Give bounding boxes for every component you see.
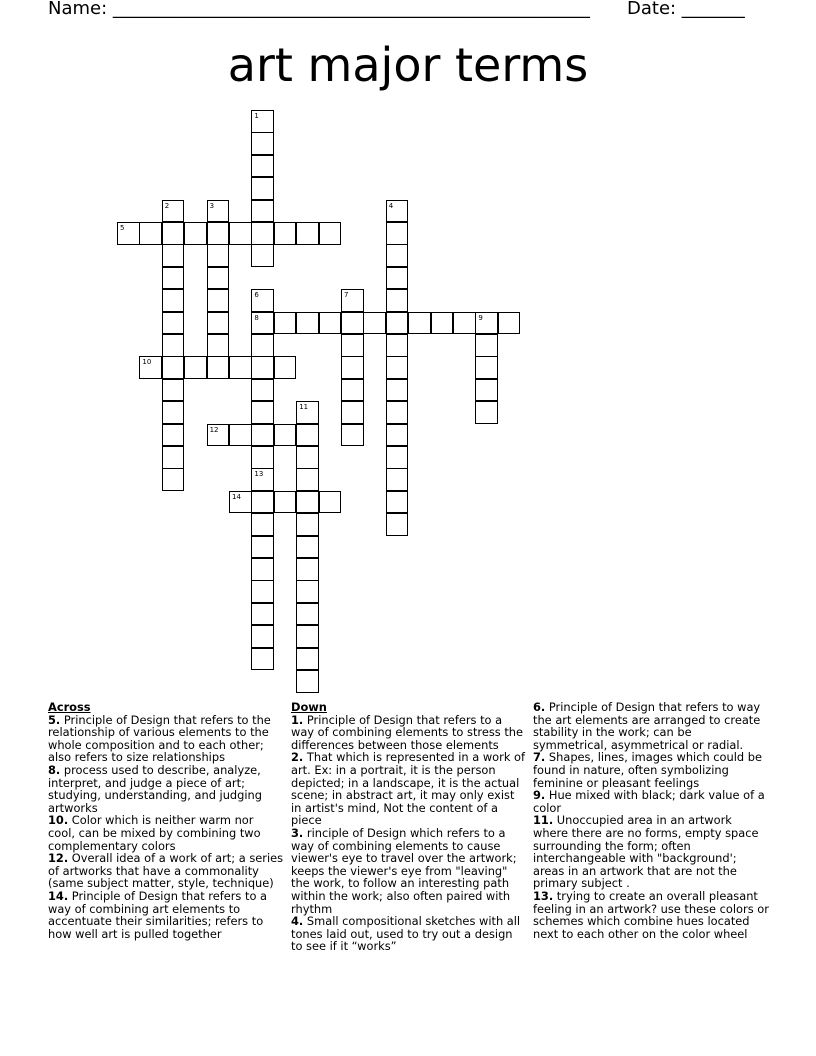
- grid-cell[interactable]: [498, 312, 521, 335]
- grid-cell[interactable]: [229, 491, 252, 514]
- grid-cell[interactable]: [341, 424, 364, 447]
- grid-cell[interactable]: [162, 244, 185, 267]
- grid-cell[interactable]: [162, 312, 185, 335]
- grid-cell[interactable]: [408, 312, 431, 335]
- clue-number-label: 13: [254, 470, 264, 479]
- grid-cell[interactable]: [475, 379, 498, 402]
- grid-cell[interactable]: [296, 312, 319, 335]
- grid-cell[interactable]: [296, 491, 319, 514]
- clue-number-label: 4: [388, 201, 394, 210]
- grid-cell[interactable]: [207, 312, 230, 335]
- grid-cell[interactable]: [162, 267, 185, 290]
- down-clues-continued: [533, 701, 769, 940]
- grid-cell[interactable]: [386, 424, 409, 447]
- grid-cell[interactable]: [296, 468, 319, 491]
- grid-cell[interactable]: [207, 244, 230, 267]
- grid-cell[interactable]: [251, 177, 274, 200]
- clue-item: [48, 890, 284, 940]
- grid-cell[interactable]: [274, 491, 297, 514]
- grid-cell[interactable]: [475, 401, 498, 424]
- grid-cell[interactable]: [117, 222, 140, 245]
- clue-text: rinciple of Design which refers to a way of combining elements to cause viewer's eye to travel over the artwork; keeps the viewer's eye from "leaving" the work, to follow an interesting path within the work; also often paired with rhythm: [291, 825, 517, 916]
- grid-cell[interactable]: [139, 356, 162, 379]
- clue-text: Principle of Design that refers to way the art elements are arranged to create stability in the work; can be symmetrical, asymmetrical or radial.: [533, 700, 761, 752]
- grid-cell[interactable]: [162, 356, 185, 379]
- grid-cell[interactable]: [251, 312, 274, 335]
- grid-cell[interactable]: [251, 289, 274, 312]
- grid-cell[interactable]: [207, 424, 230, 447]
- grid-cell[interactable]: [162, 334, 185, 357]
- grid-cell[interactable]: [341, 379, 364, 402]
- clue-item: [533, 789, 769, 814]
- grid-cell[interactable]: [386, 267, 409, 290]
- grid-cell[interactable]: [386, 200, 409, 223]
- clue-number: 13.: [533, 888, 554, 903]
- grid-cell[interactable]: [386, 468, 409, 491]
- grid-cell[interactable]: [207, 289, 230, 312]
- clue-number: 7.: [533, 750, 546, 765]
- grid-cell[interactable]: [296, 401, 319, 424]
- grid-cell[interactable]: [251, 379, 274, 402]
- clue-item: [533, 890, 769, 940]
- grid-cell[interactable]: [251, 580, 274, 603]
- grid-cell[interactable]: [207, 356, 230, 379]
- grid-cell[interactable]: [162, 222, 185, 245]
- grid-cell[interactable]: [431, 312, 454, 335]
- clue-number-label: 2: [164, 201, 170, 210]
- grid-cell[interactable]: [251, 244, 274, 267]
- clue-text: Unoccupied area in an artwork where there are no forms, empty space surrounding the form; often interchangeable with "background'; areas in an artwork that are not the primary subject .: [533, 813, 759, 891]
- grid-cell[interactable]: [251, 558, 274, 581]
- clue-text: Principle of Design that refers to a way of combining art elements to accentuate their similarities; refers to how well art is pulled together: [48, 888, 268, 941]
- clue-item: [533, 751, 769, 789]
- grid-cell[interactable]: [251, 222, 274, 245]
- clue-text: trying to create an overall pleasant feeling in an artwork? use these colors or schemes which combine hues located next to each other on the color wheel: [533, 888, 769, 941]
- clue-item: [48, 764, 284, 814]
- grid-cell[interactable]: [475, 312, 498, 335]
- clue-item: [291, 751, 527, 827]
- grid-cell[interactable]: [274, 424, 297, 447]
- grid-cell[interactable]: [162, 200, 185, 223]
- grid-cell[interactable]: [296, 670, 319, 693]
- clue-text: Color which is neither warm nor cool, can be mixed by combining two complementary colors: [48, 813, 261, 853]
- grid-cell[interactable]: [386, 379, 409, 402]
- clue-item: [291, 915, 527, 953]
- grid-cell[interactable]: [386, 334, 409, 357]
- across-clues: [48, 701, 284, 940]
- grid-cell[interactable]: [207, 267, 230, 290]
- grid-cell[interactable]: [207, 200, 230, 223]
- grid-cell[interactable]: [341, 356, 364, 379]
- grid-cell[interactable]: [386, 312, 409, 335]
- clue-text: Hue mixed with black; dark value of a color: [533, 788, 765, 815]
- name-field[interactable]: Name: _____________________________________________________: [48, 0, 590, 19]
- grid-cell[interactable]: [274, 356, 297, 379]
- grid-cell[interactable]: [341, 289, 364, 312]
- grid-cell[interactable]: [184, 356, 207, 379]
- grid-cell[interactable]: [319, 222, 342, 245]
- clue-number: 3.: [291, 825, 304, 840]
- grid-cell[interactable]: [229, 222, 252, 245]
- clue-item: [533, 701, 769, 751]
- clue-number: 9.: [533, 788, 546, 803]
- clue-text: That which is represented in a work of art. Ex: in a portrait, it is the person depicted; in a landscape, it is the actual scene; in abstract art, it may only exist in artist's mind, Not the content of a piece: [291, 750, 526, 828]
- grid-cell[interactable]: [386, 289, 409, 312]
- clue-number-label: 1: [254, 112, 259, 120]
- clue-text: Principle of Design that refers to a way of combining elements to stress the differences between those elements: [291, 712, 524, 752]
- clue-item: [291, 714, 527, 752]
- grid-cell[interactable]: [162, 424, 185, 447]
- grid-cell[interactable]: [386, 401, 409, 424]
- grid-cell[interactable]: [251, 155, 274, 178]
- grid-cell[interactable]: [296, 424, 319, 447]
- grid-cell[interactable]: [296, 222, 319, 245]
- clue-number: 10.: [48, 813, 69, 828]
- grid-cell[interactable]: [341, 401, 364, 424]
- clue-number: 6.: [533, 700, 546, 714]
- clue-item: [533, 814, 769, 890]
- grid-cell[interactable]: [207, 222, 230, 245]
- clue-number: 2.: [291, 750, 304, 765]
- grid-cell[interactable]: [274, 222, 297, 245]
- grid-cell[interactable]: [251, 424, 274, 447]
- grid-cell[interactable]: [207, 334, 230, 357]
- clue-number: 12.: [48, 851, 69, 866]
- grid-cell[interactable]: [162, 468, 185, 491]
- grid-cell[interactable]: [386, 244, 409, 267]
- clue-number: 8.: [48, 762, 61, 777]
- clue-text: Principle of Design that refers to the relationship of various elements to the whole composition and to each other; also refers to size relationships: [48, 712, 271, 765]
- grid-cell[interactable]: [296, 648, 319, 671]
- grid-cell[interactable]: [386, 356, 409, 379]
- across-heading: Across: [48, 700, 91, 714]
- clue-number: 5.: [48, 712, 61, 727]
- grid-cell[interactable]: [229, 356, 252, 379]
- grid-cell[interactable]: [386, 222, 409, 245]
- grid-cell[interactable]: [296, 580, 319, 603]
- clue-number-label: 14: [232, 492, 241, 501]
- grid-cell[interactable]: [296, 558, 319, 581]
- grid-cell[interactable]: [251, 491, 274, 514]
- clue-number-label: 10: [142, 358, 152, 367]
- clue-number-label: 3: [209, 201, 215, 210]
- grid-cell[interactable]: [251, 468, 274, 491]
- grid-cell[interactable]: [319, 491, 342, 514]
- clue-number: 4.: [291, 914, 304, 929]
- grid-cell[interactable]: [251, 625, 274, 648]
- grid-cell[interactable]: [251, 513, 274, 536]
- clue-number-label: 6: [254, 291, 259, 300]
- clue-item: [291, 827, 527, 915]
- grid-cell[interactable]: [162, 289, 185, 312]
- clue-number: 1.: [291, 712, 304, 727]
- grid-cell[interactable]: [251, 200, 274, 223]
- clue-number-label: 12: [209, 425, 219, 434]
- grid-cell[interactable]: [386, 513, 409, 536]
- grid-cell[interactable]: [251, 132, 274, 155]
- grid-cell[interactable]: [251, 536, 274, 559]
- clue-text: Shapes, lines, images which could be found in nature, often symbolizing feminine or pleasant feelings: [533, 750, 763, 790]
- grid-cell[interactable]: [296, 513, 319, 536]
- grid-cell[interactable]: [184, 222, 207, 245]
- grid-cell[interactable]: [319, 312, 342, 335]
- down-heading: Down: [291, 700, 327, 714]
- clue-text: process used to describe, analyze, interpret, and judge a piece of art; studying, understanding, and judging artworks: [48, 762, 263, 815]
- grid-cell[interactable]: [296, 625, 319, 648]
- clue-number-label: 11: [299, 403, 309, 412]
- grid-cell[interactable]: [453, 312, 476, 335]
- clue-item: [48, 852, 284, 890]
- clue-number-label: 8: [254, 313, 259, 322]
- grid-cell[interactable]: [296, 603, 319, 626]
- clue-number: 11.: [533, 813, 554, 828]
- clue-number-label: 5: [120, 224, 125, 232]
- grid-cell[interactable]: [162, 379, 185, 402]
- grid-cell[interactable]: [475, 334, 498, 357]
- clue-item: [48, 814, 284, 852]
- clue-item: [48, 714, 284, 764]
- grid-cell[interactable]: [229, 424, 252, 447]
- grid-cell[interactable]: [251, 334, 274, 357]
- grid-cell[interactable]: [251, 648, 274, 671]
- grid-cell[interactable]: [274, 312, 297, 335]
- grid-cell[interactable]: [363, 312, 386, 335]
- grid-cell[interactable]: [296, 536, 319, 559]
- down-clues: [291, 701, 527, 953]
- clue-number-label: 7: [344, 291, 349, 300]
- grid-cell[interactable]: [251, 401, 274, 424]
- clue-text: Small compositional sketches with all tones laid out, used to try out a design to see if it “works”: [291, 914, 521, 954]
- grid-cell[interactable]: [341, 312, 364, 335]
- grid-cell[interactable]: [251, 446, 274, 469]
- clue-number-label: 9: [478, 313, 483, 322]
- grid-cell[interactable]: [386, 446, 409, 469]
- grid-cell[interactable]: [139, 222, 162, 245]
- grid-cell[interactable]: [251, 110, 274, 133]
- grid-cell[interactable]: [475, 356, 498, 379]
- clue-number: 14.: [48, 888, 69, 903]
- grid-cell[interactable]: [162, 446, 185, 469]
- grid-cell[interactable]: [251, 603, 274, 626]
- puzzle-title: art major terms: [227, 38, 589, 92]
- clue-text: Overall idea of a work of art; a series of artworks that have a commonality (same subject matter, style, technique): [48, 851, 284, 891]
- grid-cell[interactable]: [296, 446, 319, 469]
- date-field[interactable]: Date: _______: [627, 0, 745, 19]
- grid-cell[interactable]: [386, 491, 409, 514]
- grid-cell[interactable]: [341, 334, 364, 357]
- grid-cell[interactable]: [162, 401, 185, 424]
- grid-cell[interactable]: [251, 356, 274, 379]
